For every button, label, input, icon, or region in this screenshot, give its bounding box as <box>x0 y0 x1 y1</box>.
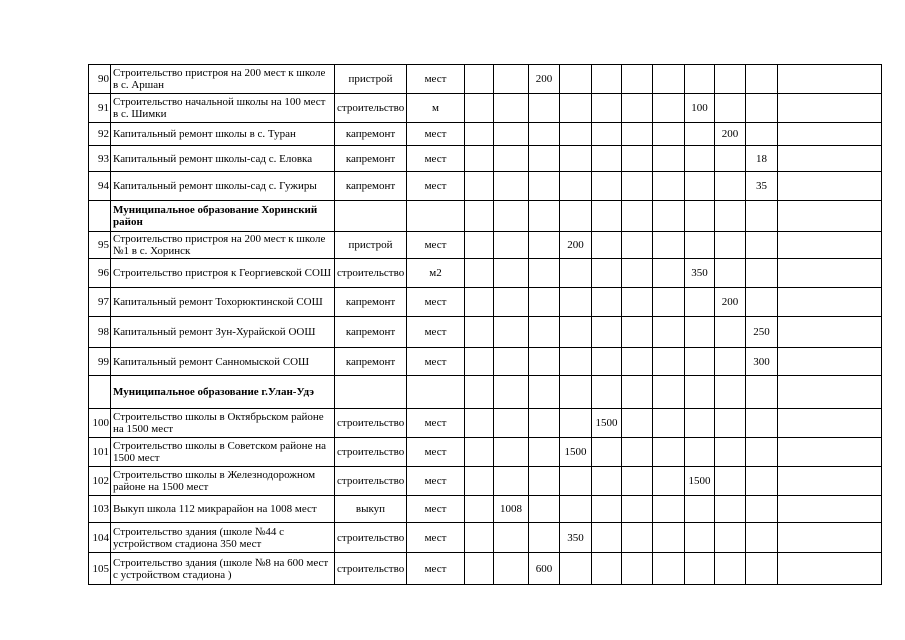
work-type: строительство <box>335 438 407 467</box>
value-cell <box>465 259 494 288</box>
value-cell <box>560 553 592 585</box>
value-cell <box>465 146 494 172</box>
value-cell <box>685 288 715 317</box>
value-cell <box>622 553 653 585</box>
value-cell <box>465 496 494 523</box>
unit-cell: мест <box>407 496 465 523</box>
value-cell <box>778 94 882 123</box>
row-number: 90 <box>89 65 111 94</box>
table-row <box>89 288 882 317</box>
value-cell: 300 <box>746 348 778 376</box>
row-number: 97 <box>89 288 111 317</box>
value-cell <box>778 348 882 376</box>
value-cell <box>560 123 592 146</box>
value-cell <box>622 467 653 496</box>
value-cell <box>778 259 882 288</box>
value-cell <box>715 146 746 172</box>
value-cell <box>778 467 882 496</box>
value-cell <box>529 94 560 123</box>
value-cell <box>465 94 494 123</box>
value-cell <box>560 409 592 438</box>
value-cell <box>746 438 778 467</box>
value-cell <box>592 376 622 409</box>
value-cell <box>560 467 592 496</box>
value-cell <box>653 348 685 376</box>
table-row <box>89 496 882 523</box>
value-cell <box>715 523 746 553</box>
section-title: Муниципальное образование г.Улан-Удэ <box>111 376 335 409</box>
value-cell <box>494 123 529 146</box>
work-type: строительство <box>335 259 407 288</box>
value-cell <box>465 409 494 438</box>
value-cell <box>529 172 560 201</box>
value-cell <box>622 496 653 523</box>
unit-cell: м2 <box>407 259 465 288</box>
value-cell <box>778 376 882 409</box>
value-cell: 250 <box>746 317 778 348</box>
value-cell <box>715 553 746 585</box>
unit-cell: мест <box>407 65 465 94</box>
value-cell <box>494 65 529 94</box>
value-cell <box>778 65 882 94</box>
value-cell <box>622 172 653 201</box>
table-row <box>89 123 882 146</box>
value-cell <box>778 553 882 585</box>
value-cell <box>746 523 778 553</box>
object-name: Строительство пристроя на 200 мест к школе №1 в с. Хоринск <box>111 232 335 259</box>
value-cell <box>622 123 653 146</box>
value-cell <box>622 146 653 172</box>
row-number: 102 <box>89 467 111 496</box>
value-cell: 1500 <box>560 438 592 467</box>
value-cell <box>685 65 715 94</box>
object-name: Капитальный ремонт школы-сад с. Еловка <box>111 146 335 172</box>
value-cell <box>494 376 529 409</box>
row-number: 96 <box>89 259 111 288</box>
value-cell: 1500 <box>592 409 622 438</box>
value-cell <box>778 123 882 146</box>
value-cell <box>653 123 685 146</box>
row-number: 95 <box>89 232 111 259</box>
value-cell <box>592 259 622 288</box>
value-cell <box>592 496 622 523</box>
work-type <box>335 201 407 232</box>
row-number: 93 <box>89 146 111 172</box>
value-cell <box>560 376 592 409</box>
value-cell <box>715 232 746 259</box>
value-cell <box>746 467 778 496</box>
value-cell <box>653 317 685 348</box>
value-cell <box>465 523 494 553</box>
unit-cell: м <box>407 94 465 123</box>
value-cell <box>778 438 882 467</box>
work-type: капремонт <box>335 123 407 146</box>
work-type: строительство <box>335 553 407 585</box>
value-cell <box>592 317 622 348</box>
value-cell <box>778 317 882 348</box>
value-cell: 100 <box>685 94 715 123</box>
value-cell <box>592 123 622 146</box>
value-cell <box>494 201 529 232</box>
value-cell: 18 <box>746 146 778 172</box>
value-cell <box>653 409 685 438</box>
unit-cell <box>407 376 465 409</box>
value-cell <box>494 146 529 172</box>
object-name: Строительство школы в Железнодорожном районе на 1500 мест <box>111 467 335 496</box>
value-cell <box>494 348 529 376</box>
value-cell <box>592 65 622 94</box>
table-body <box>89 65 882 585</box>
row-number: 92 <box>89 123 111 146</box>
object-name: Капитальный ремонт школы в с. Туран <box>111 123 335 146</box>
value-cell <box>778 146 882 172</box>
value-cell <box>746 259 778 288</box>
value-cell <box>529 123 560 146</box>
value-cell <box>622 317 653 348</box>
value-cell <box>465 123 494 146</box>
unit-cell: мест <box>407 553 465 585</box>
value-cell: 200 <box>560 232 592 259</box>
value-cell: 350 <box>685 259 715 288</box>
table-row <box>89 523 882 553</box>
work-type: строительство <box>335 409 407 438</box>
table-row <box>89 409 882 438</box>
row-number: 99 <box>89 348 111 376</box>
value-cell <box>465 232 494 259</box>
work-type: капремонт <box>335 317 407 348</box>
value-cell <box>715 348 746 376</box>
value-cell <box>494 409 529 438</box>
work-type: капремонт <box>335 146 407 172</box>
value-cell <box>592 438 622 467</box>
unit-cell: мест <box>407 409 465 438</box>
work-type: строительство <box>335 94 407 123</box>
value-cell <box>622 523 653 553</box>
value-cell <box>592 232 622 259</box>
value-cell <box>560 201 592 232</box>
value-cell <box>560 496 592 523</box>
value-cell <box>592 348 622 376</box>
value-cell <box>685 553 715 585</box>
table-row <box>89 467 882 496</box>
value-cell <box>746 376 778 409</box>
value-cell <box>685 409 715 438</box>
object-name: Строительство школы в Советском районе на 1500 мест <box>111 438 335 467</box>
value-cell <box>465 348 494 376</box>
value-cell <box>560 348 592 376</box>
value-cell <box>715 376 746 409</box>
value-cell <box>622 65 653 94</box>
value-cell <box>560 288 592 317</box>
row-number: 101 <box>89 438 111 467</box>
value-cell <box>592 553 622 585</box>
work-type: капремонт <box>335 172 407 201</box>
value-cell <box>529 259 560 288</box>
value-cell <box>465 376 494 409</box>
value-cell: 1500 <box>685 467 715 496</box>
work-type: капремонт <box>335 288 407 317</box>
value-cell <box>653 496 685 523</box>
value-cell <box>529 201 560 232</box>
value-cell <box>494 94 529 123</box>
value-cell <box>685 348 715 376</box>
value-cell <box>465 172 494 201</box>
unit-cell: мест <box>407 123 465 146</box>
value-cell <box>746 409 778 438</box>
value-cell <box>653 438 685 467</box>
value-cell <box>529 523 560 553</box>
value-cell <box>746 232 778 259</box>
value-cell <box>778 409 882 438</box>
value-cell <box>494 288 529 317</box>
value-cell <box>778 523 882 553</box>
value-cell <box>592 467 622 496</box>
value-cell: 200 <box>715 288 746 317</box>
object-name: Строительство школы в Октябрьском районе на 1500 мест <box>111 409 335 438</box>
value-cell <box>494 259 529 288</box>
value-cell <box>622 201 653 232</box>
table-row <box>89 65 882 94</box>
value-cell <box>494 438 529 467</box>
table-row <box>89 553 882 585</box>
value-cell <box>529 496 560 523</box>
object-name: Капитальный ремонт Тохорюктинской СОШ <box>111 288 335 317</box>
value-cell <box>560 259 592 288</box>
row-number: 98 <box>89 317 111 348</box>
value-cell <box>685 438 715 467</box>
value-cell <box>622 232 653 259</box>
table-row <box>89 94 882 123</box>
work-type: строительство <box>335 467 407 496</box>
unit-cell: мест <box>407 146 465 172</box>
value-cell <box>685 172 715 201</box>
value-cell <box>592 523 622 553</box>
value-cell <box>653 65 685 94</box>
value-cell <box>653 376 685 409</box>
value-cell <box>529 438 560 467</box>
work-type: строительство <box>335 523 407 553</box>
unit-cell: мест <box>407 172 465 201</box>
value-cell <box>778 496 882 523</box>
value-cell <box>778 172 882 201</box>
section-row <box>89 376 882 409</box>
value-cell <box>529 146 560 172</box>
work-type: пристрой <box>335 232 407 259</box>
value-cell <box>715 259 746 288</box>
table-row <box>89 317 882 348</box>
value-cell <box>685 146 715 172</box>
value-cell <box>685 201 715 232</box>
object-name: Строительство здания (школе №8 на 600 мест с устройством стадиона ) <box>111 553 335 585</box>
value-cell <box>653 232 685 259</box>
value-cell <box>715 94 746 123</box>
value-cell <box>560 317 592 348</box>
value-cell <box>653 146 685 172</box>
value-cell <box>465 65 494 94</box>
value-cell: 1008 <box>494 496 529 523</box>
value-cell <box>653 553 685 585</box>
value-cell <box>622 288 653 317</box>
value-cell <box>465 317 494 348</box>
value-cell <box>529 288 560 317</box>
value-cell: 200 <box>715 123 746 146</box>
value-cell <box>715 438 746 467</box>
value-cell <box>560 94 592 123</box>
value-cell: 200 <box>529 65 560 94</box>
value-cell <box>715 409 746 438</box>
value-cell <box>494 553 529 585</box>
object-name: Выкуп школа 112 микрарайон на 1008 мест <box>111 496 335 523</box>
table-row <box>89 259 882 288</box>
value-cell <box>560 172 592 201</box>
table-row <box>89 438 882 467</box>
value-cell <box>746 201 778 232</box>
value-cell <box>465 288 494 317</box>
row-number: 91 <box>89 94 111 123</box>
value-cell <box>653 94 685 123</box>
value-cell <box>622 376 653 409</box>
value-cell <box>529 232 560 259</box>
unit-cell: мест <box>407 348 465 376</box>
value-cell <box>529 376 560 409</box>
value-cell <box>685 317 715 348</box>
value-cell <box>778 201 882 232</box>
unit-cell: мест <box>407 438 465 467</box>
value-cell <box>653 523 685 553</box>
value-cell <box>529 409 560 438</box>
unit-cell: мест <box>407 523 465 553</box>
work-type <box>335 376 407 409</box>
unit-cell: мест <box>407 288 465 317</box>
row-number: 103 <box>89 496 111 523</box>
value-cell <box>715 201 746 232</box>
value-cell <box>653 172 685 201</box>
value-cell <box>746 123 778 146</box>
table-row <box>89 172 882 201</box>
value-cell <box>592 288 622 317</box>
work-type: капремонт <box>335 348 407 376</box>
value-cell <box>715 496 746 523</box>
value-cell <box>622 409 653 438</box>
row-number: 105 <box>89 553 111 585</box>
object-name: Капитальный ремонт Санномыской СОШ <box>111 348 335 376</box>
object-name: Капитальный ремонт Зун-Хурайской ООШ <box>111 317 335 348</box>
value-cell <box>746 553 778 585</box>
value-cell <box>685 232 715 259</box>
value-cell <box>465 553 494 585</box>
value-cell <box>715 317 746 348</box>
unit-cell: мест <box>407 467 465 496</box>
value-cell <box>685 123 715 146</box>
value-cell <box>529 348 560 376</box>
value-cell <box>778 232 882 259</box>
table-row <box>89 348 882 376</box>
value-cell <box>746 288 778 317</box>
value-cell <box>622 438 653 467</box>
object-name: Капитальный ремонт школы-сад с. Гужиры <box>111 172 335 201</box>
table-row <box>89 146 882 172</box>
value-cell: 350 <box>560 523 592 553</box>
value-cell <box>592 201 622 232</box>
value-cell <box>622 348 653 376</box>
value-cell <box>715 172 746 201</box>
value-cell <box>685 496 715 523</box>
value-cell <box>465 201 494 232</box>
row-number <box>89 376 111 409</box>
value-cell <box>592 146 622 172</box>
row-number: 104 <box>89 523 111 553</box>
value-cell <box>746 496 778 523</box>
value-cell <box>685 523 715 553</box>
value-cell <box>622 94 653 123</box>
value-cell <box>560 146 592 172</box>
object-name: Строительство здания (школе №44 с устройством стадиона 350 мест <box>111 523 335 553</box>
value-cell <box>494 523 529 553</box>
value-cell <box>494 172 529 201</box>
value-cell <box>494 467 529 496</box>
object-name: Строительство пристроя к Георгиевской СОШ <box>111 259 335 288</box>
row-number: 94 <box>89 172 111 201</box>
value-cell <box>592 172 622 201</box>
object-name: Строительство начальной школы на 100 мест в с. Шимки <box>111 94 335 123</box>
unit-cell: мест <box>407 317 465 348</box>
value-cell <box>465 467 494 496</box>
value-cell <box>746 94 778 123</box>
table-row <box>89 232 882 259</box>
value-cell <box>685 376 715 409</box>
work-type: пристрой <box>335 65 407 94</box>
value-cell <box>494 317 529 348</box>
section-row <box>89 201 882 232</box>
value-cell <box>653 467 685 496</box>
value-cell <box>494 232 529 259</box>
work-type: выкуп <box>335 496 407 523</box>
value-cell <box>560 65 592 94</box>
value-cell <box>653 259 685 288</box>
value-cell <box>529 467 560 496</box>
value-cell <box>592 94 622 123</box>
row-number: 100 <box>89 409 111 438</box>
value-cell <box>653 201 685 232</box>
unit-cell: мест <box>407 232 465 259</box>
value-cell <box>746 65 778 94</box>
value-cell <box>653 288 685 317</box>
value-cell <box>715 467 746 496</box>
unit-cell <box>407 201 465 232</box>
value-cell <box>778 288 882 317</box>
value-cell <box>529 317 560 348</box>
value-cell <box>465 438 494 467</box>
value-cell: 35 <box>746 172 778 201</box>
section-title: Муниципальное образование Хоринский район <box>111 201 335 232</box>
row-number <box>89 201 111 232</box>
value-cell: 600 <box>529 553 560 585</box>
object-name: Строительство пристроя на 200 мест к школе в с. Аршан <box>111 65 335 94</box>
plan-table <box>88 64 882 585</box>
value-cell <box>622 259 653 288</box>
value-cell <box>715 65 746 94</box>
